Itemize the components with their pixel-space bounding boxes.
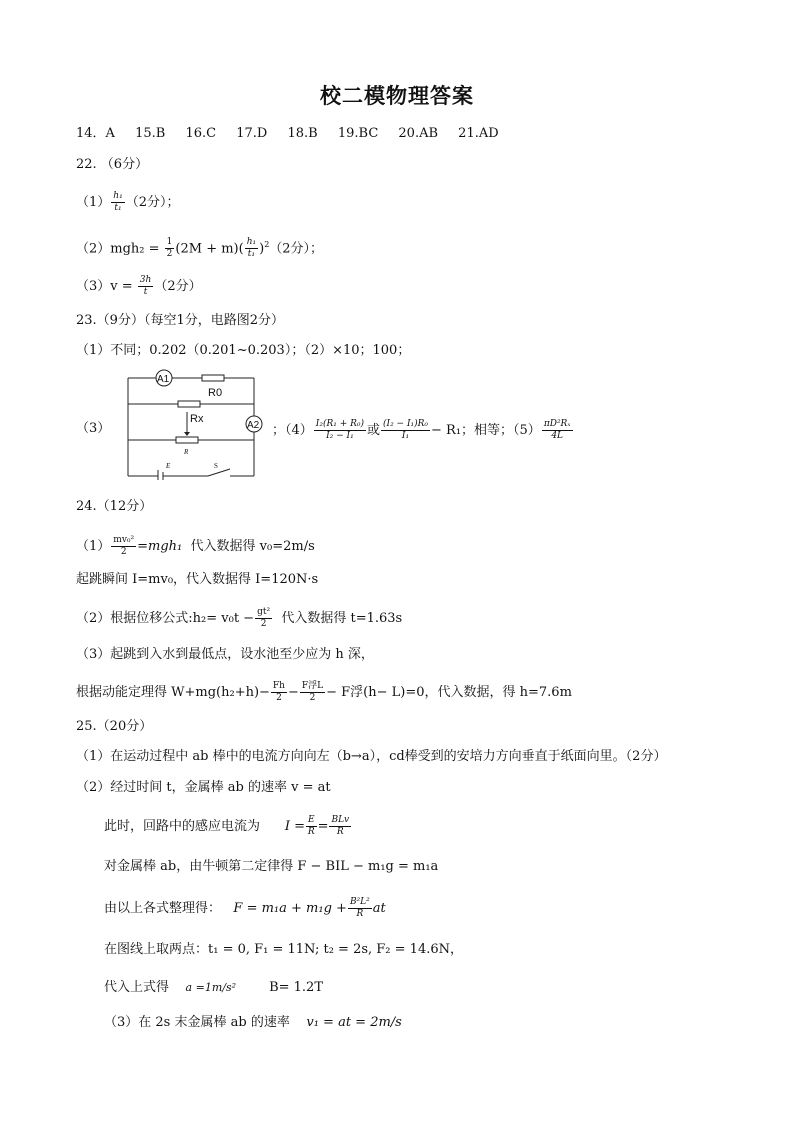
label-a2: A2 bbox=[247, 420, 260, 431]
answer-15: 15.B bbox=[135, 126, 166, 141]
q23-part3-label: （3） bbox=[76, 421, 111, 436]
q23-header: 23.（9分）（每空1分，电路图2分） bbox=[76, 313, 284, 328]
answer-17: 17.D bbox=[236, 126, 268, 141]
q24-energy: 根据动能定理得 W+mg(h₂+h)− $\frac{Fh}{2}$ − $\frac{\text{F浮L}}{2}$ − F浮(h− L)=0，代入数据，得 h=7.6m bbox=[76, 681, 572, 703]
label-r0: R0 bbox=[208, 387, 223, 399]
q25-part2: （2）经过时间 t，金属棒 ab 的速率 v = at bbox=[76, 780, 331, 795]
page-title: 校二模物理答案 bbox=[320, 84, 474, 108]
q25-step1: 此时，回路中的感应电流为 I = $\frac{E}{R}$ = $\frac{\text{BLv}}{R}$ bbox=[104, 815, 350, 837]
q25-step5: 代入上式得 a =1m/s² B= 1.2T bbox=[104, 980, 324, 995]
q23-parts-4-5: ；（4） $\frac{\text{I₂(R₁ + R₀)}}{\text{I₂ − I₁}}$ 或 $\frac{\text{(I₂ − I₁)R₀}}{\text{I₁}}$ − R₁；相等；（5） $\frac{\text{πD²Rₓ}}{4L}$ bbox=[272, 419, 571, 441]
q25-step3: 由以上各式整理得： F = m₁a + m₁g + $\frac{\text{B²L²}}{R}$ at bbox=[104, 897, 386, 919]
q23-part1-2: （1）不同；0.202（0.201~0.203）；（2）×10；100； bbox=[76, 343, 411, 358]
q25-part1: （1）在运动过程中 ab 棒中的电流方向向左（b→a），cd棒受到的安培力方向垂直于纸面向里。（2分） bbox=[76, 749, 667, 764]
q25-part3: （3）在 2s 末金属棒 ab 的速率 v₁ = at = 2m/s bbox=[104, 1015, 402, 1030]
q24-impulse: 起跳瞬间 I=mv₀，代入数据得 I=120N·s bbox=[76, 572, 319, 587]
q22-part3: （3）v = $\frac{3h}{t}$ （2分） bbox=[76, 275, 202, 297]
label-r: R bbox=[184, 448, 189, 456]
q22-part1: （1） $\frac{\text{h₁}}{\text{t₁}}$ （2分）； bbox=[76, 191, 180, 213]
label-s: S bbox=[214, 462, 218, 470]
q22-part2: （2）mgh₂ = $\frac{1}{2}$ (2M + m)( $\frac{\text{h₁}}{\text{t₁}}$ )$^2$（2分）； bbox=[76, 237, 324, 260]
answer-21: 21.AD bbox=[458, 126, 499, 141]
answer-19: 19.BC bbox=[337, 126, 379, 141]
q25-step2: 对金属棒 ab，由牛顿第二定律得 F − BIL − m₁g = m₁a bbox=[104, 859, 439, 874]
q25-header: 25.（20分） bbox=[76, 719, 153, 734]
q24-part1: （1） $\frac{\text{mv₀²}}{2}$ =mgh₁ 代入数据得 v₀=2m/s bbox=[76, 535, 315, 557]
q24-header: 24.（12分） bbox=[76, 499, 153, 514]
label-rx: Rx bbox=[190, 413, 204, 425]
circuit-diagram bbox=[118, 368, 268, 480]
answer-16: 16.C bbox=[185, 126, 217, 141]
answer-14: 14．A bbox=[76, 126, 115, 141]
answer-20: 20.AB bbox=[398, 126, 439, 141]
answer-18: 18.B bbox=[287, 126, 318, 141]
q25-step4: 在图线上取两点：t₁ = 0, F₁ = 11N; t₂ = 2s, F₂ = 14.6N， bbox=[104, 942, 463, 957]
multiple-choice-answers bbox=[76, 125, 515, 143]
q24-part3: （3）起跳到入水到最低点，设水池至少应为 h 深， bbox=[76, 647, 374, 662]
q24-part2: （2）根据位移公式:h₂= v₀t − $\frac{\text{gt²}}{2}$ 代入数据得 t=1.63s bbox=[76, 607, 403, 629]
q22-header: 22. （6分） bbox=[76, 157, 149, 172]
label-a1: A1 bbox=[157, 374, 170, 385]
label-e: E bbox=[166, 462, 171, 470]
